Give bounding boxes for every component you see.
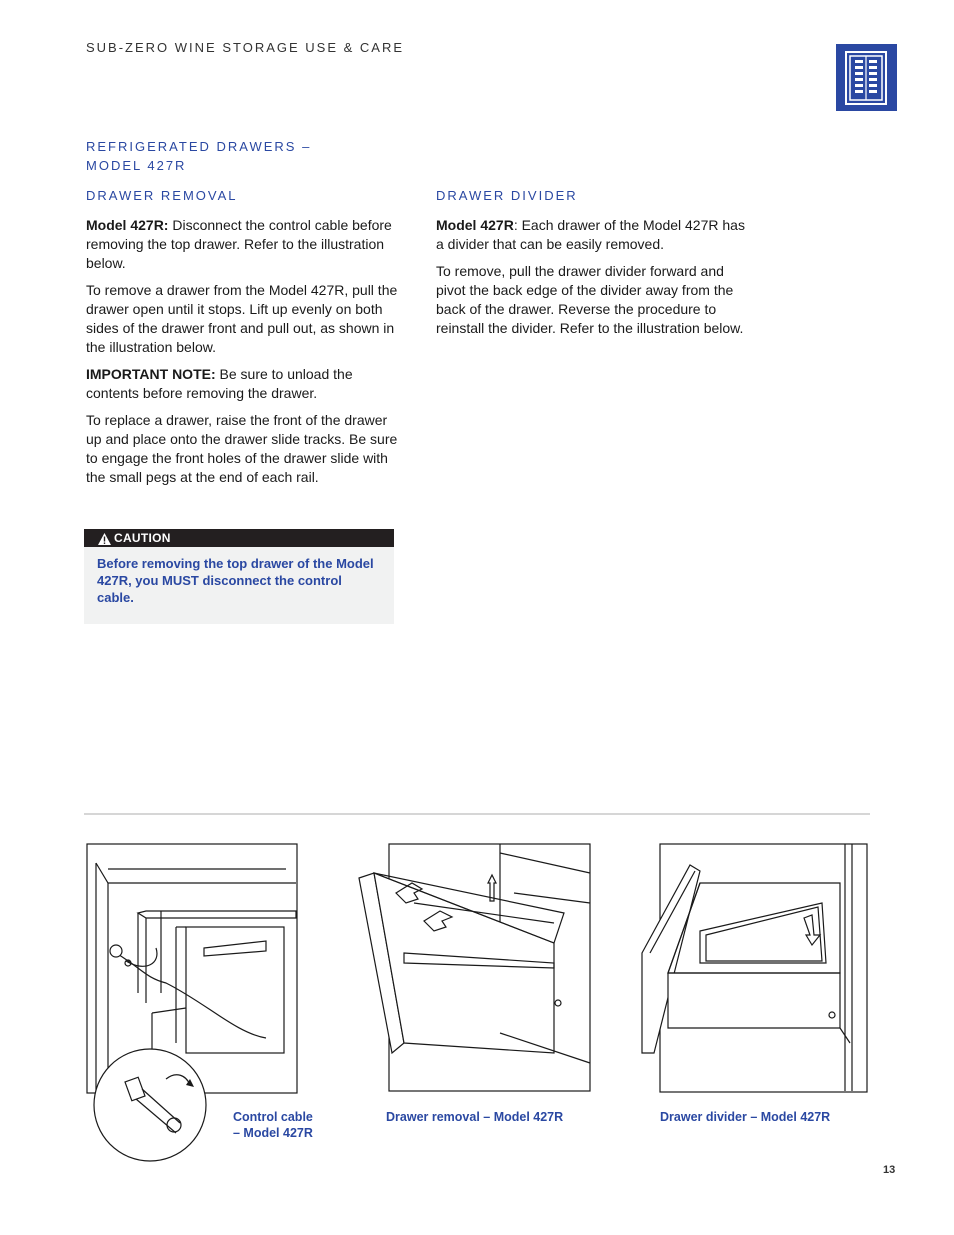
- warning-triangle-icon: [98, 532, 111, 550]
- figure-caption-drawer-removal: Drawer removal – Model 427R: [386, 1110, 564, 1124]
- wine-rack-icon: [836, 44, 897, 111]
- section-title-line1: REFRIGERATED DRAWERS –: [86, 139, 312, 154]
- horizontal-rule: [84, 813, 870, 815]
- caution-label: CAUTION: [114, 531, 171, 545]
- caption-line: – Model 427R: [233, 1126, 313, 1140]
- bold-lead: Model 427R:: [86, 217, 169, 233]
- paragraph: [436, 216, 756, 254]
- caution-text: Before removing the top drawer of the Model 427R, you MUST disconnect the control cable.: [97, 556, 374, 605]
- bold-lead: IMPORTANT NOTE:: [86, 366, 216, 382]
- paragraph: To remove, pull the drawer divider forward and pivot the back edge of the divider away from the back of the drawer. Reverse the procedure to reinstall the divider. Refer to the illustration below.: [436, 263, 744, 336]
- bold-lead: Model 427R: [436, 217, 514, 233]
- paragraph-text: Be sure to unload the contents before removing the drawer.: [86, 366, 353, 401]
- drawer-removal-heading: DRAWER REMOVAL: [86, 188, 238, 203]
- drawer-divider-illustration: [640, 843, 868, 1093]
- figure-caption-drawer-divider: Drawer divider – Model 427R: [660, 1110, 831, 1124]
- paragraph: [86, 216, 406, 273]
- paragraph: To remove a drawer from the Model 427R, pull the drawer open until it stops. Lift up evenly on both sides of the drawer front and pull out, as shown in the illustration below.: [86, 282, 398, 355]
- page-number: 13: [883, 1164, 896, 1176]
- drawer-divider-heading: DRAWER DIVIDER: [436, 188, 578, 203]
- running-header: SUB-ZERO WINE STORAGE USE & CARE: [86, 40, 405, 55]
- drawer-removal-body: [86, 216, 406, 495]
- caution-bar: [84, 529, 394, 547]
- drawer-removal-illustration: [354, 843, 592, 1093]
- paragraph-text: Disconnect the control cable before removing the top drawer. Refer to the illustration below.: [86, 217, 392, 271]
- section-title-line2: MODEL 427R: [86, 158, 187, 173]
- figure-caption-control-cable: [233, 1109, 313, 1141]
- paragraph-text: : Each drawer of the Model 427R has a divider that can be easily removed.: [436, 217, 745, 252]
- paragraph: To replace a drawer, raise the front of the drawer up and place onto the drawer slide tracks. Be sure to engage the front holes of the drawer slide with the small pegs at the end of each rail.: [86, 412, 398, 485]
- paragraph: [86, 365, 406, 403]
- drawer-divider-body: [436, 216, 756, 346]
- section-title: [86, 137, 311, 175]
- caption-line: Control cable: [233, 1110, 313, 1124]
- caution-box: [84, 529, 394, 624]
